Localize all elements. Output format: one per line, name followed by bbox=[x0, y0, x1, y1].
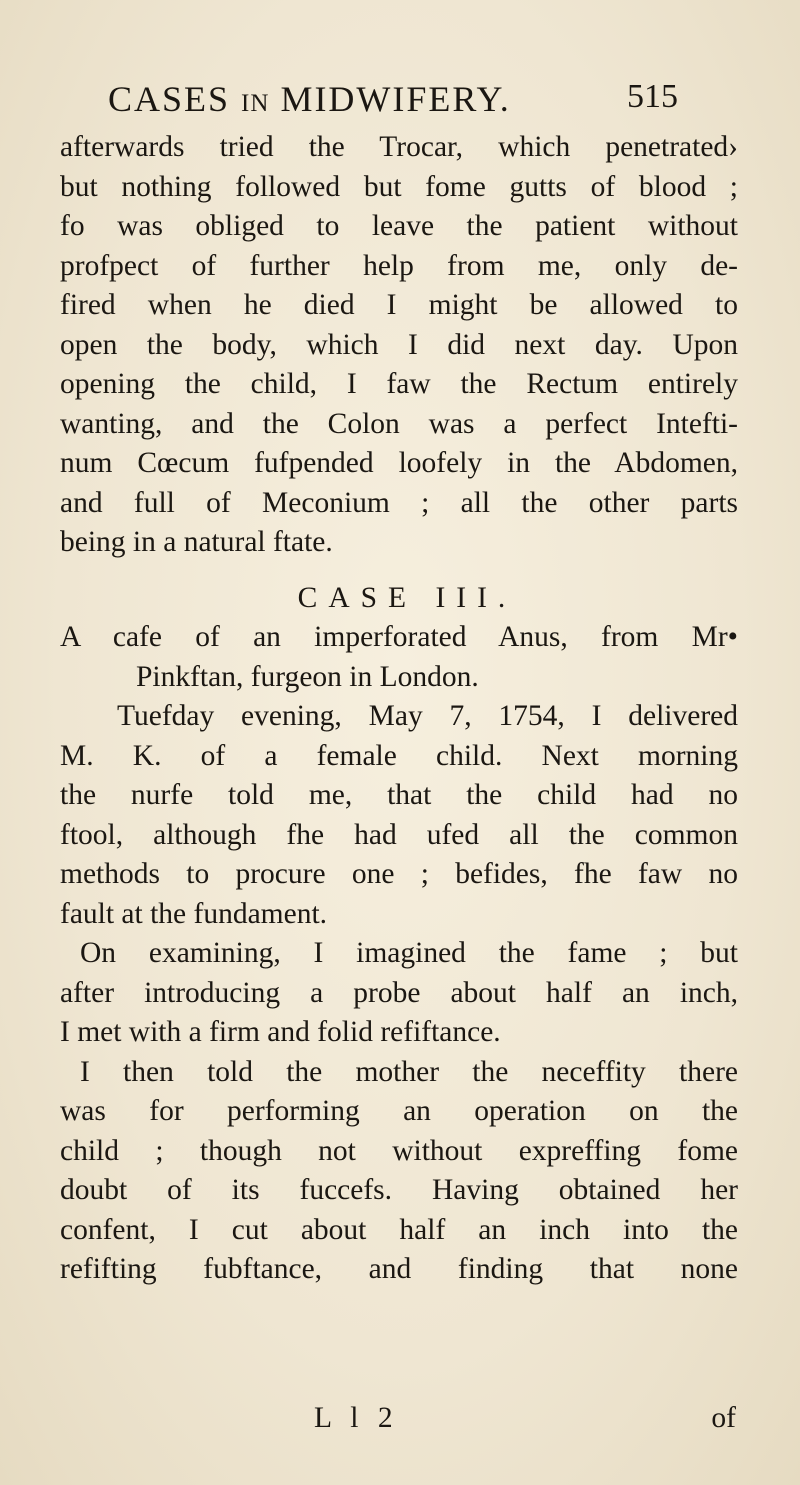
text-line: I then told the mother the neceffity there bbox=[80, 1055, 738, 1088]
text-line: Tuefday evening, May 7, 1754, I delivered bbox=[117, 700, 738, 732]
text-line: open the body, which I did next day. Upon bbox=[60, 328, 738, 361]
header-title-in: IN bbox=[241, 90, 270, 117]
text-line: M. K. of a female child. Next morning bbox=[60, 739, 738, 772]
header-title-cases: CASES bbox=[108, 79, 231, 119]
page-body bbox=[60, 128, 738, 1290]
case-intro-line: A cafe of an imperforated Anus, from Mr• bbox=[60, 621, 738, 653]
text-line: fault at the fundament. bbox=[60, 897, 328, 930]
running-header bbox=[108, 78, 678, 120]
page-number: 515 bbox=[627, 78, 678, 115]
text-line: after introducing a probe about half an inch, bbox=[60, 976, 738, 1009]
text-line: and full of Meconium ; all the other parts bbox=[60, 486, 738, 519]
text-line: fo was obliged to leave the patient without bbox=[60, 210, 738, 242]
text-line: wanting, and the Colon was a perfect Intefti- bbox=[60, 407, 738, 440]
catchword: of bbox=[711, 1402, 736, 1434]
text-line: being in a natural ftate. bbox=[60, 526, 333, 558]
text-line: child ; though not without expreffing fome bbox=[60, 1134, 738, 1167]
text-line: refifting fubftance, and finding that none bbox=[60, 1253, 738, 1285]
text-line: fired when he died I might be allowed to bbox=[60, 289, 738, 321]
text-line: the nurfe told me, that the child had no bbox=[60, 779, 738, 811]
case-heading: CASE III. bbox=[297, 581, 517, 614]
text-line: but nothing followed but fome gutts of blood ; bbox=[60, 170, 738, 203]
signature-mark: L l 2 bbox=[314, 1402, 399, 1434]
text-line: I met with a firm and folid refiftance. bbox=[60, 1016, 501, 1048]
header-title-midwifery: MIDWIFERY. bbox=[280, 79, 511, 119]
text-line: opening the child, I faw the Rectum entirely bbox=[60, 368, 738, 400]
text-line: On examining, I imagined the fame ; but bbox=[80, 937, 738, 969]
text-line: was for performing an operation on the bbox=[60, 1095, 738, 1127]
text-line: doubt of its fuccefs. Having obtained her bbox=[60, 1174, 738, 1206]
case-intro-line: Pinkftan, furgeon in London. bbox=[136, 660, 479, 693]
text-line: afterwards tried the Trocar, which penetrated› bbox=[60, 131, 738, 163]
text-line: profpect of further help from me, only de- bbox=[60, 249, 738, 282]
text-line: ftool, although fhe had ufed all the common bbox=[60, 818, 738, 851]
text-line: methods to procure one ; befides, fhe faw no bbox=[60, 858, 738, 890]
text-line: num Cœcum fufpended loofely in the Abdomen, bbox=[60, 447, 738, 479]
page-footer bbox=[60, 1402, 738, 1442]
text-line: confent, I cut about half an inch into the bbox=[60, 1213, 738, 1246]
